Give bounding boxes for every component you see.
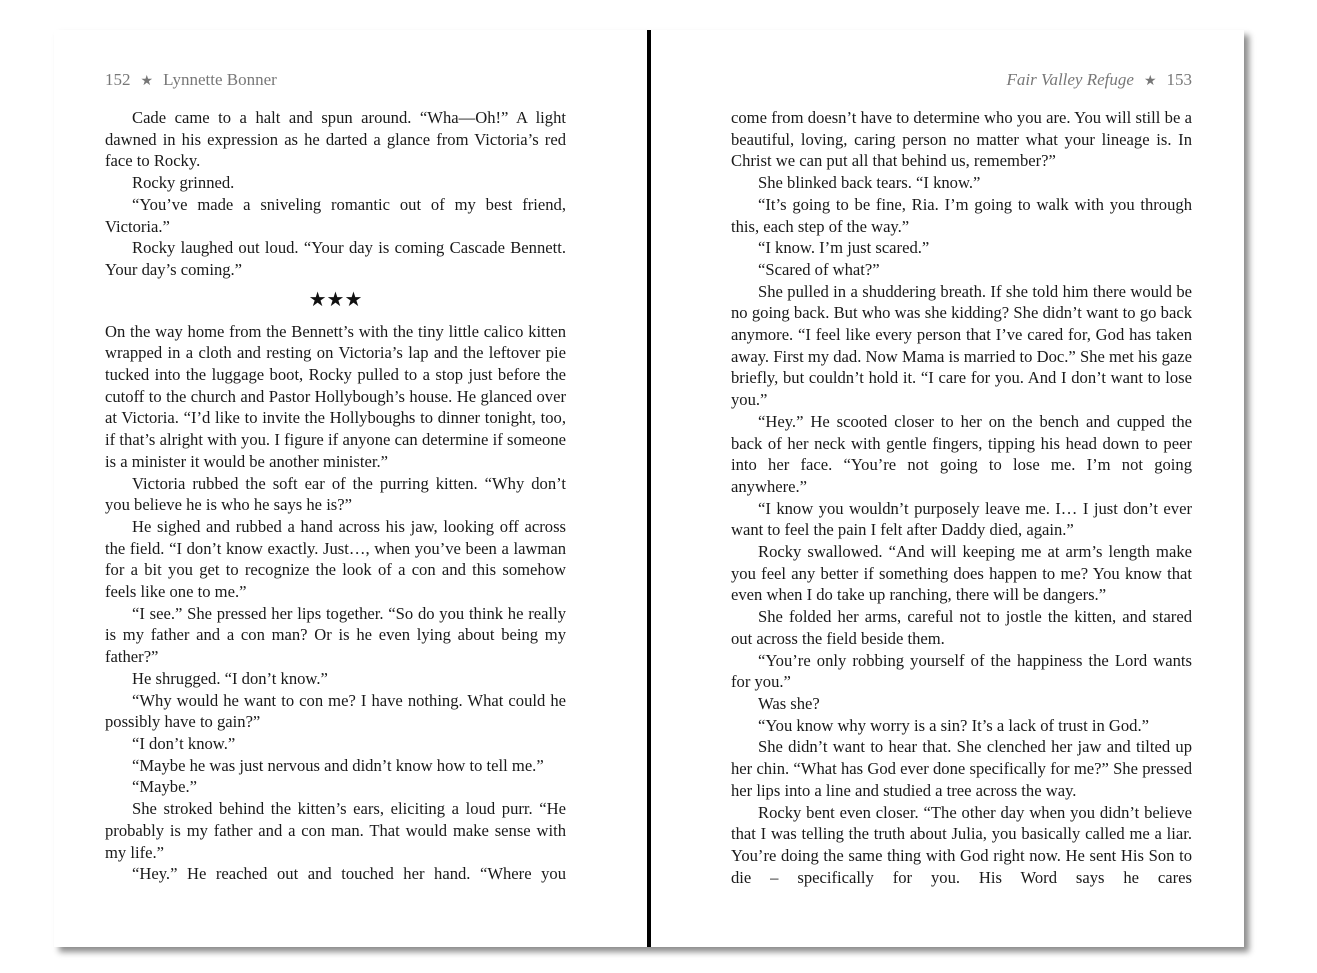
paragraph: “You’ve made a sniveling romantic out of my best friend, Victoria.” — [105, 194, 566, 236]
paragraph: She didn’t want to hear that. She clenched her jaw and tilted up her chin. “What has God ever done specifically for me?” She pressed her lips into a line and studied a tree across the way. — [731, 737, 1192, 800]
paragraph: She blinked back tears. “I know.” — [758, 173, 981, 193]
paragraph: Rocky bent even closer. “The other day when you didn’t believe that I was telling the truth about Julia, you basically called me a liar. You’re doing the same thing with God right now. He sent His Son to die – specifically for you. His Word says he cares — [731, 802, 1192, 887]
paragraph: Rocky grinned. — [132, 173, 235, 193]
scene-break-stars-icon: ★★★ — [308, 286, 363, 311]
paragraph: “I don’t know.” — [132, 733, 236, 753]
paragraph: “It’s going to be fine, Ria. I’m going to walk with you through this, each step of the way.” — [731, 194, 1192, 236]
paragraph-continuation: come from doesn’t have to determine who you are. You will still be a beautiful, loving, caring person no matter what your lineage is. In Christ we can put all that behind us, remember?” — [731, 108, 1192, 171]
paragraph: Was she? — [758, 693, 820, 713]
paragraph: “Maybe he was just nervous and didn’t know how to tell me.” — [132, 755, 544, 775]
book-spread — [54, 30, 1244, 947]
star-separator-icon: ★ — [1143, 74, 1157, 89]
paragraph: “Hey.” He scooted closer to her on the bench and cupped the back of her neck with gentle fingers, tipping his head down to peer into her face. “You’re not going to lose me. I’m not going anywhere.” — [731, 411, 1192, 496]
left-page-number: 152 — [105, 70, 131, 89]
paragraph: “I know. I’m just scared.” — [758, 238, 930, 258]
paragraph: “You’re only robbing yourself of the happiness the Lord wants for you.” — [731, 650, 1192, 692]
right-page-number: 153 — [1166, 70, 1192, 89]
paragraph: “Maybe.” — [132, 777, 197, 797]
paragraph: She pulled in a shuddering breath. If she told him there would be no going back. But who was she kidding? She didn’t want to go back anymore. “I feel like every person that I’ve cared for, God has taken away. First my dad. Now Mama is married to Doc.” She met his gaze briefly, but couldn’t hold it. “I care for you. And I don’t want to lose you.” — [731, 281, 1192, 410]
left-page — [54, 30, 647, 947]
paragraph: She stroked behind the kitten’s ears, eliciting a loud purr. “He probably is my father and a con man. That would make sense with my life.” — [105, 799, 566, 862]
right-running-head — [1006, 70, 1192, 90]
paragraph: Rocky swallowed. “And will keeping me at arm’s length make you feel any better if something does happen to me? You know that even when I do take up ranching, there will be dangers.” — [731, 542, 1192, 605]
paragraph: Rocky laughed out loud. “Your day is coming Cascade Bennett. Your day’s coming.” — [105, 238, 566, 279]
paragraph: He sighed and rubbed a hand across his jaw, looking off across the field. “I don’t know exactly. Just…, when you’ve been a lawman for a bit you get to recognize the look of a con and this somehow feels like one to me.” — [105, 516, 566, 602]
paragraph: “Hey.” He reached out and touched her hand. “Where you — [132, 864, 566, 884]
paragraph: “Scared of what?” — [758, 259, 880, 279]
paragraph: “I know you wouldn’t purposely leave me. I… I just don’t ever want to feel the pain I felt after Daddy died, again.” — [731, 498, 1192, 540]
right-page — [651, 30, 1244, 947]
left-running-head — [105, 70, 277, 90]
paragraph: “Why would he want to con me? I have nothing. What could he possibly have to gain?” — [105, 690, 566, 732]
paragraph: “You know why worry is a sin? It’s a lack of trust in God.” — [758, 715, 1149, 735]
paragraph: Cade came to a halt and spun around. “Wha—Oh!” A light dawned in his expression as he darted a glance from Victoria’s red face to Rocky. — [105, 108, 566, 171]
paragraph: On the way home from the Bennett’s with the tiny little calico kitten wrapped in a cloth and resting on Victoria’s lap and the leftover pie tucked into the luggage boot, Rocky pulled to a stop just before the cutoff to the church and Pastor Hollybough’s house. He glanced over at Victoria. “I’d like to invite the Hollyboughs to dinner tonight, too, if that’s alright with you. I figure if anyone can determine if someone is a minister it would be another minister.” — [105, 321, 566, 471]
book-title: Fair Valley Refuge — [1006, 70, 1134, 89]
paragraph: Victoria rubbed the soft ear of the purring kitten. “Why don’t you believe he is who he says he is?” — [105, 473, 566, 515]
paragraph: “I see.” She pressed her lips together. “So do you think he really is my father and a con man? Or is he even lying about being my father?” — [105, 603, 566, 667]
right-page-text — [731, 107, 1192, 888]
left-page-text — [105, 107, 566, 885]
author-name: Lynnette Bonner — [163, 70, 277, 89]
paragraph: She folded her arms, careful not to jostle the kitten, and stared out across the field beside them. — [731, 607, 1192, 648]
star-separator-icon: ★ — [140, 74, 154, 89]
paragraph: He shrugged. “I don’t know.” — [132, 668, 328, 688]
